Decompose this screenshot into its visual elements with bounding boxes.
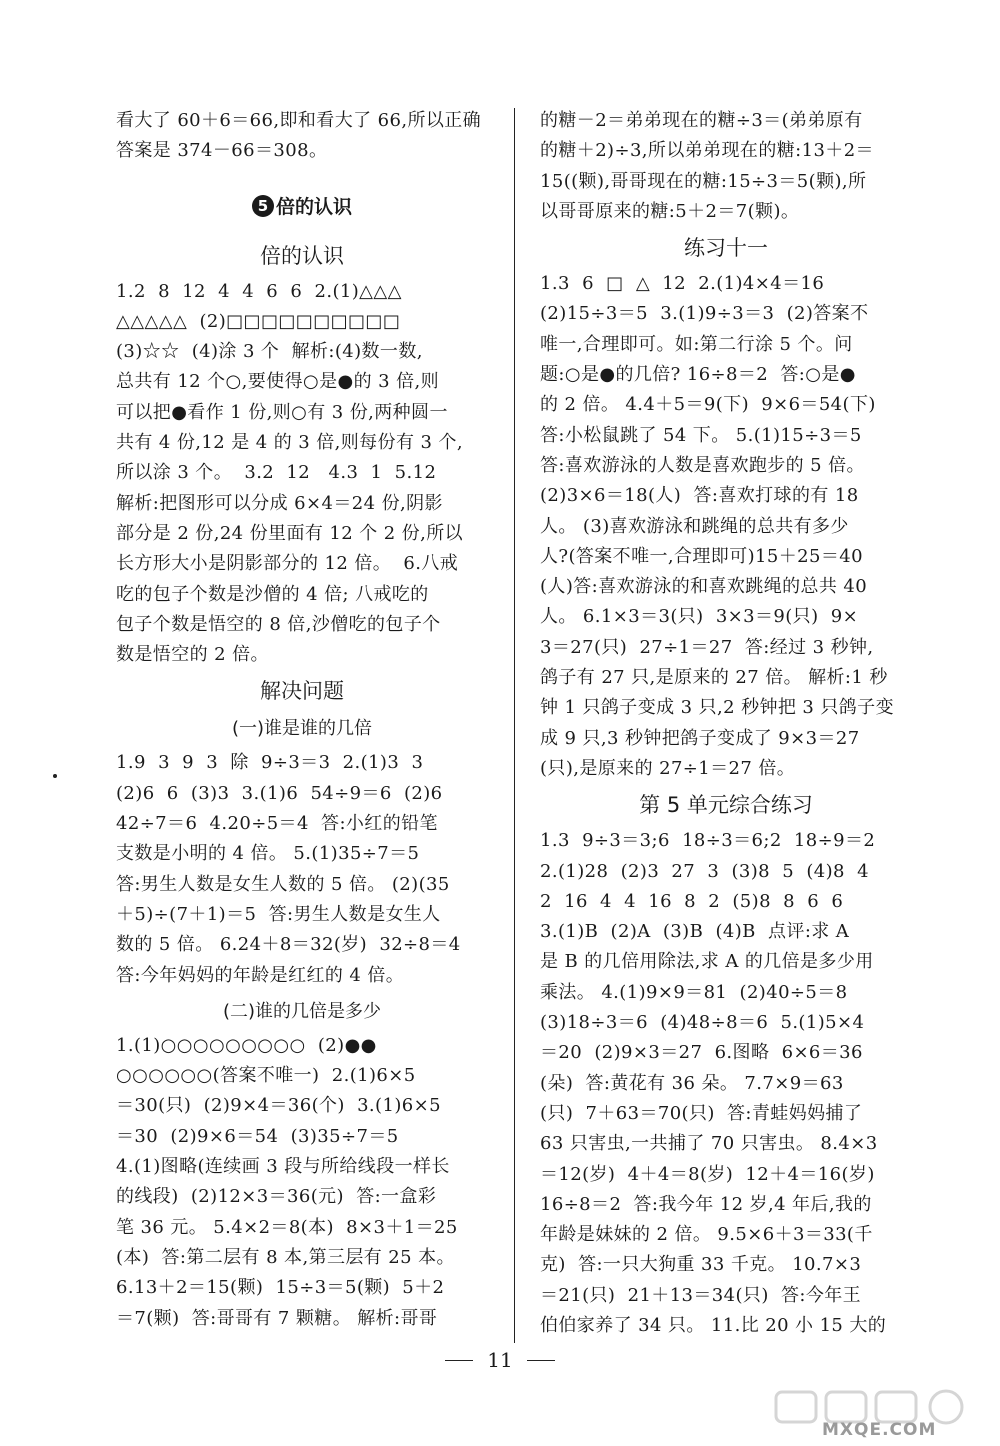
column-divider [514, 108, 515, 1343]
section-title-bei-de-renshi: 倍的认识 [260, 243, 344, 268]
left-intro-text: 看大了 60＋6＝66,即和看大了 66,所以正确 答案是 374－66＝308。 [116, 110, 482, 162]
page-number-left-dash [445, 1360, 473, 1361]
subsection-title-1: (一)谁是谁的几倍 [231, 718, 373, 740]
section-title-jiejue-wenti: 解决问题 [260, 679, 344, 704]
subsection-title-2: (二)谁的几倍是多少 [222, 1000, 382, 1022]
right-column [540, 106, 912, 1341]
page-number [0, 1348, 1000, 1372]
left-column [116, 106, 488, 1334]
section-title-lianxi-shiyi: 练习十一 [684, 236, 768, 261]
section-title-unit-review: 第 5 单元综合练习 [639, 793, 813, 818]
section-answers-bei-de-renshi: 1.2 8 12 4 4 6 6 2.(1)△△△ △△△△△ (2)□□□□□□□□□□ (3)☆☆ (4)涂 3 个 解析:(4)数一数, 总共有 12 个○,要使得○是●的 3 倍,则 可以把●看作 1 份,则○有 3 份,两种圆一 共有 4 份,12 是 4 的 3 倍,则每份有 3 个, 所以涂 3 个。 3.2 12 4.3 1 5.12 解析:把图形可以分成 6×4＝24 份,阴影 部分是 2 份,24 份里面有 12 个 2 份,所以 长方形大小是阴影部分的 12 倍。 6.八戒 吃的包子个数是沙僧的 4 倍; 八戒吃的 包子个数是悟空的 8 倍,沙僧吃的包子个 数是悟空的 2 倍。 [116, 280, 464, 666]
unit-heading [116, 187, 488, 227]
section-answers-lianxi-shiyi: 1.3 6 □ △ 12 2.(1)4×4＝16 (2)15÷3＝5 3.(1)9÷3＝3 (2)答案不 唯一,合理即可。如:第二行涂 5 个。问 题:○是●的几倍? 16÷8＝2 答:○是● 的 2 倍。 4.4＋5＝9(下) 9×6＝54(下) 答:小松鼠跳了 54 下。 5.(1)15÷3＝5 答:喜欢游泳的人数是喜欢跑步的 5 倍。 (2)3×6＝18(人) 答:喜欢打球的有 18 人。 (3)喜欢游泳和跳绳的总共有多少 人?(答案不唯一,合理即可)15＋25＝40 (人)答:喜欢游泳的和喜欢跳绳的总共 40 人。 6.1×3＝3(只) 3×3＝9(只) 9× 3＝27(只) 27÷1＝27 答:经过 3 秒钟, 鸽子有 27 只,是原来的 27 倍。 解析:1 秒 钟 1 只鸽子变成 3 只,2 秒钟把 3 只鸽子变 成 9 只,3 秒钟把鸽子变成了 9×3＝27 (只),是原来的 27÷1＝27 倍。 [540, 273, 894, 779]
page-number-value: 11 [487, 1348, 513, 1372]
right-intro-text: 的糖－2＝弟弟现在的糖÷3＝(弟弟原有 的糖＋2)÷3,所以弟弟现在的糖:13＋2＝ 15((颗),哥哥现在的糖:15÷3＝5(颗),所 以哥哥原来的糖:5＋2＝7(颗)。 [540, 110, 874, 222]
subsection-answers-1: 1.9 3 9 3 除 9÷3＝3 2.(1)3 3 (2)6 6 (3)3 3.(1)6 54÷9＝6 (2)6 42÷7＝6 4.20÷5＝4 答:小红的铅笔 支数是小明的 4 倍。 5.(1)35÷7＝5 答:男生人数是女生人数的 5 倍。 (2)(35 ＋5)÷(7＋1)＝5 答:男生人数是女生人 数的 5 倍。 6.24＋8＝32(岁) 32÷8＝4 答:今年妈妈的年龄是红红的 4 倍。 [116, 752, 461, 986]
scan-speck [53, 774, 57, 778]
unit-number-badge: 5 [252, 195, 274, 217]
section-answers-unit-review: 1.3 9÷3＝3;6 18÷3＝6;2 18÷9＝2 2.(1)28 (2)3 27 3 (3)8 5 (4)8 4 2 16 4 4 16 8 2 (5)8 8 6 6 3.(1)B (2)A (3)B (4)B 点评:求 A 是 B 的几倍用除法,求 A 的几倍是多少用 乘法。 4.(1)9×9＝81 (2)40÷5＝8 (3)18÷3＝6 (4)48÷8＝6 5.(1)5×4 ＝20 (2)9×3＝27 6.图略 6×6＝36 (朵) 答:黄花有 36 朵。 7.7×9＝63 (只) 7＋63＝70(只) 答:青蛙妈妈捕了 63 只害虫,一共捕了 70 只害虫。 8.4×3 ＝12(岁) 4＋4＝8(岁) 12＋4＝16(岁) 16÷8＝2 答:我今年 12 岁,4 年后,我的 年龄是妹妹的 2 倍。 9.5×6＋3＝33(千 克) 答:一只大狗重 33 千克。 10.7×3 ＝21(只) 21＋13＝34(只) 答:今年王 伯伯家养了 34 只。 11.比 20 小 15 大的 [540, 830, 887, 1336]
unit-title: 倍的认识 [275, 195, 352, 218]
subsection-answers-2: 1.(1)○○○○○○○○○ (2)●● ○○○○○○(答案不唯一) 2.(1)6×5 ＝30(只) (2)9×4＝36(个) 3.(1)6×5 ＝30 (2)9×6＝54 (3)35÷7＝5 4.(1)图略(连续画 3 段与所给线段一样长 的线段) (2)12×3＝36(元) 答:一盒彩 笔 36 元。 5.4×2＝8(本) 8×3＋1＝25 (本) 答:第二层有 8 本,第三层有 25 本。 6.13＋2＝15(颗) 15÷3＝5(颗) 5＋2 ＝7(颗) 答:哥哥有 7 颗糖。 解析:哥哥 [116, 1034, 458, 1329]
watermark-text: MXQE.COM [822, 1420, 937, 1440]
page-number-right-dash [527, 1360, 555, 1361]
